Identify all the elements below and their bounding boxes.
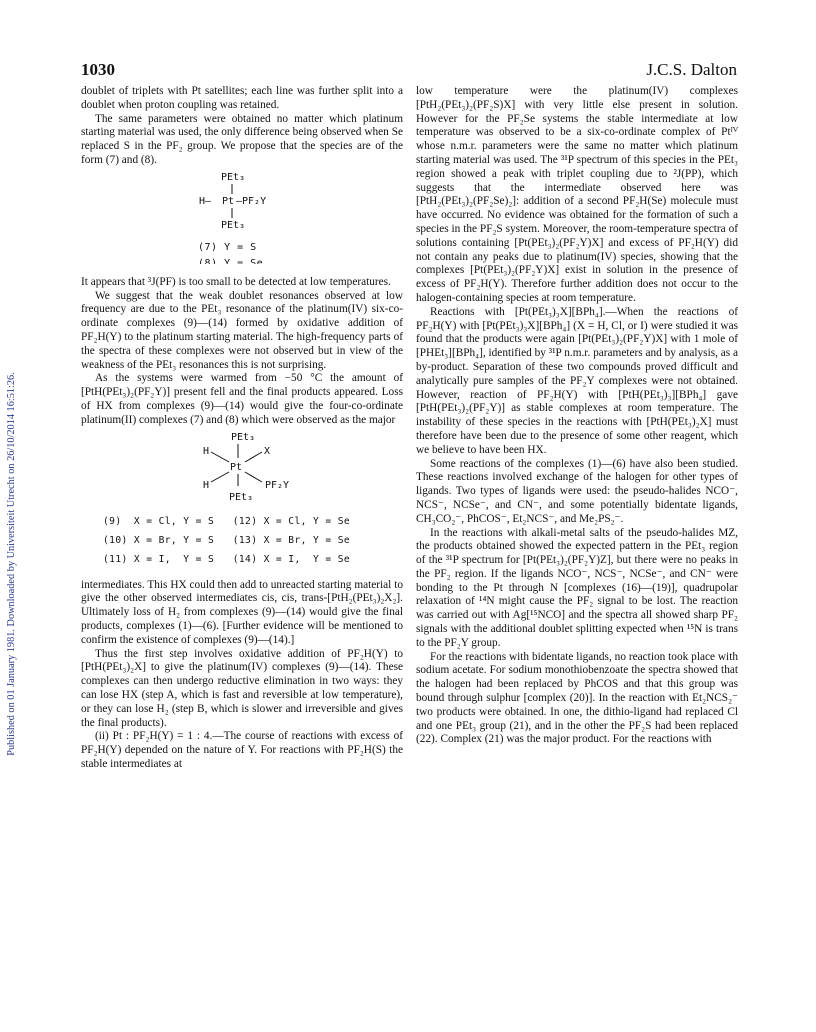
- compound-label-7: (7) Y = S: [198, 241, 257, 253]
- paragraph: For the reactions with bidentate ligands, no reaction took place with sodium acetate. For sodium monothiobenzoate the spectra showed that the halogen had been replaced by PhCOS and that this group was bound through sulphur [complex (20)]. In the reaction with Et₂NCS₂⁻ two products were obtained. In one, the dithio-ligand had replaced Cl and one PEt₃ group (21), and in the other the PF₂S had been replaced (22). Complex (21) was the major product. For the reactions with: [416, 650, 738, 746]
- ligand-top: PEt₃: [221, 171, 246, 183]
- structure-7-8: [81, 168, 403, 264]
- compound-row: [103, 512, 403, 531]
- paragraph: low temperature were the platinum(IV) complexes [PtH₂(PEt₃)₂(PF₂S)X] with very little else present in solution. However for the PF₂Se systems the stable intermediate at low temperature was observed to be a six-co-ordinate complex of Ptᴵⱽ whose n.m.r. parameters were the same no matter which platinum starting material was used. The ³¹P spectrum of this species in the PEt₃ region showed a peak with triplet coupling due to ²J(PP), which suggests that the intermediate observed here was [PtH₂(PEt₃)₂(PF₂Se)₂]: addition of a second PF₂H(Se) molecule must have occurred. No evidence was obtained for the formation of such a species in the PF₂S system. Moreover, the room-temperature spectra of solutions containing [Pt(PEt₃)₂(PF₂Y)X] and excess of PF₂H(Y) did not contain any peaks due to platinum(IV) species, showing that the complexes [Pt(PEt₃)₂(PF₂Y)X] exist in solution in the presence of excess of PF₂H(Y). Therefore further addition does not occur to the halogen-containing species at room temperature.: [416, 85, 738, 304]
- paragraph: We suggest that the weak doublet resonances observed at low frequency are due to the PEt₃ resonance of the platinum(IV) six-co-ordinate complexes (9)—(14) formed by oxidative addition of PF₂H(Y) to the platinum starting material. The high-frequency parts of the spectra of these complexes were not observed but in view of the weakness of the PEt₃ resonances this is not surprising.: [81, 289, 403, 371]
- paragraph: It appears that ³J(PF) is too small to be detected at low temperatures.: [81, 275, 391, 288]
- hydride-label: H: [203, 445, 210, 457]
- compound-b: (12) X = Cl, Y = Se: [232, 515, 351, 527]
- compound-a: (11) X = I, Y = S: [103, 553, 215, 565]
- compound-b: (14) X = I, Y = Se: [232, 553, 351, 565]
- compound-row: [103, 550, 403, 569]
- ligand-bottom: PEt₃: [221, 219, 246, 231]
- paragraph: (ii) Pt : PF₂H(Y) = 1 : 4.—The course of reactions with excess of PF₂H(Y) depended on the nature of Y. For reactions with PF₂H(S) the stable intermediates at: [81, 730, 403, 770]
- paragraph: doublet of triplets with Pt satellites; each line was further split into a doublet when proton coupling was retained.: [81, 85, 403, 111]
- hydride-label: H: [203, 479, 210, 491]
- metal-label: Pt: [222, 195, 235, 207]
- right-column: [416, 85, 738, 747]
- download-watermark: Published on 01 January 1981. Downloaded by Universiteit Utrecht on 26/10/2014 16:51:26.: [6, 372, 17, 756]
- paragraph: Reactions with [Pt(PEt₃)₃X][BPh₄].—When the reactions of PF₂H(Y) with [Pt(PEt₃)₃X][BPh₄] (X = H, Cl, or I) were studied it was found that the products were again [Pt(PEt₃)₂(PF₂Y)X] with 1 mole of [PHEt₃][BPh₄], identified by ³¹P n.m.r. parameters and by analysis, as a by-product. Separation of these two compounds proved difficult and analytically pure samples of the PF₂Y complexes were not obtained. However, reaction of PF₂H(Y) with [PtH(PEt₃)₃][BPh₄] gave [PtH(PEt₃)₂(PF₂Y)] as stable complexes at room temperature. The instability of these species in the reactions with [PtH(PEt₃)₂X] must therefore have been due to the presence of some other reagent, which we believe to have been HX.: [416, 305, 739, 456]
- ligand-bottom: PEt₃: [229, 491, 254, 503]
- compound-label-8: (8) Y = Se: [198, 257, 264, 264]
- compound-a: (10) X = Br, Y = S: [103, 534, 215, 546]
- paragraph: The same parameters were obtained no matter which platinum starting material was used, the only difference being observed when Se replaced S in the PF₂ group. We propose that the species are of the form (7) and (8).: [81, 112, 403, 166]
- paragraph: In the reactions with alkali-metal salts of the pseudo-halides MZ, the products obtained showed the expected pattern in the PEt₃ region of the ³¹P spectrum for [Pt(PEt₃)₂(PF₂Y)Z], but there were no peaks in the PF₂ region. If the ligands NCO⁻, NCS⁻, NCSe⁻, and CN⁻ were bonding to the Pt through N [complexes (16)—(19)], quadrupolar relaxation of ¹⁴N might cause the PF₂ signal to be lost. The reaction was carried out with Ag[¹⁵NCO] and the spectra all showed sharp PF₂ signals with the additional doublet splitting expected when ¹⁵N is trans to the PF₂Y group.: [416, 526, 738, 649]
- paragraph: intermediates. This HX could then add to unreacted starting material to give the other observed intermediates cis, cis, trans-[PtH₂(PEt₃)₂X₂]. Ultimately loss of H₂ from complexes (9)—(14) would give the final products, complexes (1)—(6). [Further evidence will be mentioned to confirm the existence of complexes (9)—(14).]: [81, 578, 403, 646]
- hydride-label: H—: [199, 195, 212, 207]
- ligand-right: PF₂Y: [265, 479, 290, 491]
- journal-title: J.C.S. Dalton: [646, 60, 737, 79]
- left-column: [81, 85, 403, 772]
- compound-list: [103, 512, 403, 569]
- structure-diagram: [81, 428, 403, 506]
- paragraph: As the systems were warmed from −50 °C the amount of [PtH(PEt₃)₂(PF₂Y)] present fell and the final products appeared. Loss of HX from complexes (9)—(14) would give the four-co-ordinate platinum(II) complexes (7) and (8) which were observed as the major: [81, 372, 403, 426]
- structure-diagram: [81, 168, 403, 264]
- paragraph: Some reactions of the complexes (1)—(6) have also been studied. These reactions involved exchange of the halogen for other types of ligands. Two types of ligands were used: the pseudo-halides NCO⁻, NCS⁻, NCSe⁻, and CN⁻, and some potentially bidentate ligands, CH₃CO₂⁻, PhCOS⁻, Et₂NCS⁻, and Me₂PS₂⁻.: [416, 457, 738, 525]
- page-number: 1030: [81, 60, 115, 79]
- halide-label: X: [264, 445, 271, 457]
- page-header: [81, 60, 737, 82]
- metal-label: Pt: [230, 461, 243, 473]
- structure-9-14: [81, 428, 403, 506]
- compound-a: (9) X = Cl, Y = S: [103, 515, 215, 527]
- compound-b: (13) X = Br, Y = Se: [232, 534, 351, 546]
- compound-row: [103, 531, 403, 550]
- ligand-top: PEt₃: [231, 431, 256, 443]
- paragraph: Thus the first step involves oxidative addition of PF₂H(Y) to [PtH(PEt₃)₂X] to give the platinum(IV) complexes (9)—(14). These complexes can then undergo reductive elimination in two ways: they can lose HX (step A, which is fast and reversible at low temperature), or they can lose H₂ (step B, which is slower and irreversible and gives the final products).: [81, 647, 403, 729]
- ligand-right: —PF₂Y: [236, 195, 267, 207]
